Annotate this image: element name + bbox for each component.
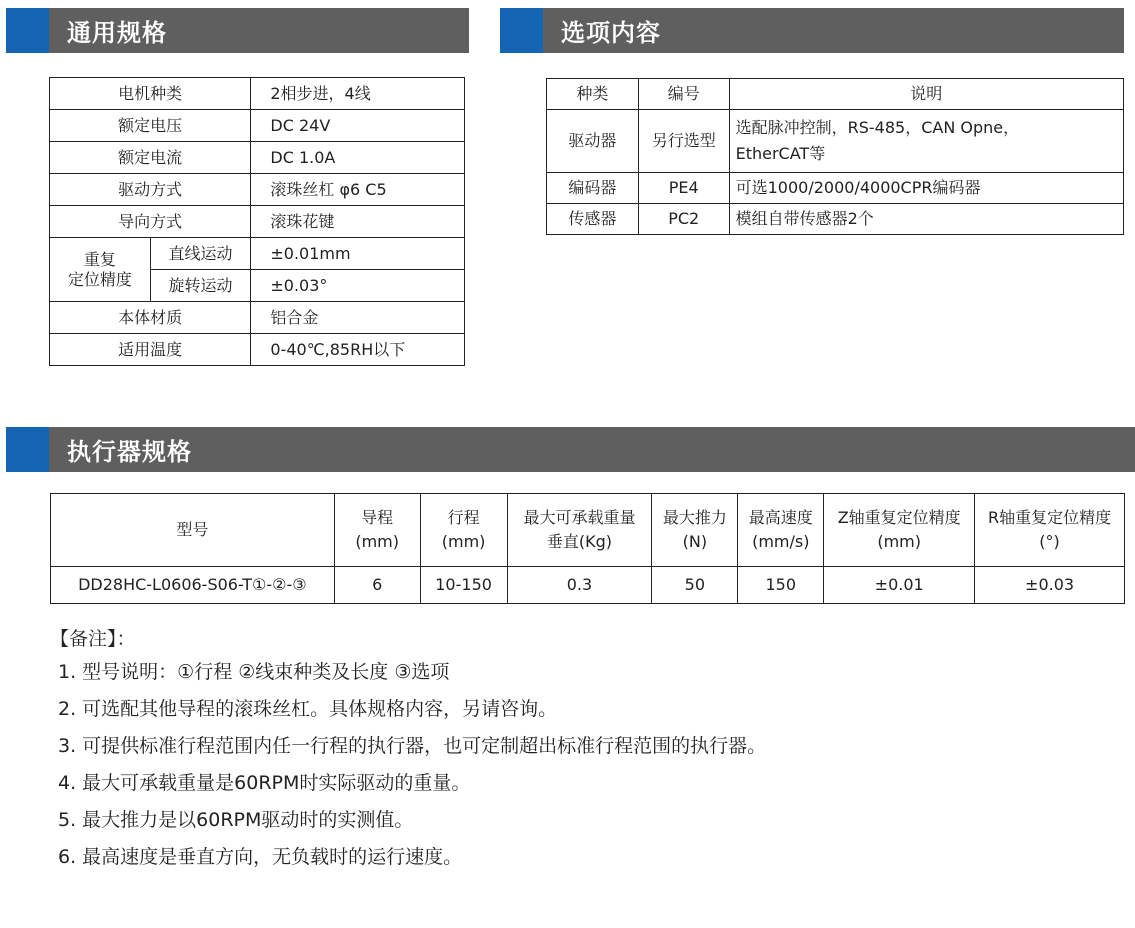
repeat-group-line1: 重复 bbox=[83, 249, 116, 269]
table-row bbox=[50, 174, 465, 206]
max-thrust-value: 50 bbox=[652, 567, 738, 604]
linear-motion-label: 直线运动 bbox=[150, 238, 251, 270]
header-line1: Z轴重复定位精度 bbox=[837, 508, 961, 527]
spec-key: 适用温度 bbox=[50, 334, 251, 366]
linear-motion-value: ±0.01mm bbox=[251, 238, 465, 270]
table-header-row bbox=[51, 494, 1125, 567]
z-repeatability-value: ±0.01 bbox=[824, 567, 975, 604]
column-header bbox=[738, 494, 824, 567]
table-row bbox=[51, 567, 1125, 604]
column-header bbox=[975, 494, 1125, 567]
option-desc bbox=[729, 110, 1123, 173]
general-spec-header bbox=[6, 8, 469, 53]
header-line2: 垂直(Kg) bbox=[546, 532, 613, 551]
header-line1: 最大可承载重量 bbox=[523, 508, 636, 527]
option-kind: 编码器 bbox=[547, 173, 639, 204]
option-code: 另行选型 bbox=[638, 110, 729, 173]
options-title: 选项内容 bbox=[561, 19, 661, 47]
spec-value: DC 24V bbox=[251, 110, 465, 142]
spec-key: 额定电流 bbox=[50, 142, 251, 174]
actuator-title: 执行器规格 bbox=[67, 438, 192, 466]
header-line2: (mm/s) bbox=[752, 532, 810, 551]
option-desc-line1: 选配脉冲控制，RS-485，CAN Opne， bbox=[735, 118, 1020, 137]
spec-value: DC 1.0A bbox=[251, 142, 465, 174]
table-row bbox=[50, 238, 465, 270]
table-row bbox=[50, 142, 465, 174]
header-accent-bar bbox=[6, 8, 49, 53]
option-kind: 驱动器 bbox=[547, 110, 639, 173]
actuator-spec-table bbox=[50, 493, 1125, 604]
option-code: PC2 bbox=[638, 204, 729, 235]
notes-section bbox=[50, 624, 766, 876]
table-row bbox=[50, 334, 465, 366]
column-header bbox=[652, 494, 738, 567]
header-line1: 行程 bbox=[447, 508, 480, 527]
note-item: 6. 最高速度是垂直方向，无负载时的运行速度。 bbox=[58, 846, 463, 868]
rotary-motion-label: 旋转运动 bbox=[150, 270, 251, 302]
general-spec-table bbox=[49, 77, 465, 366]
table-row bbox=[50, 110, 465, 142]
column-header bbox=[824, 494, 975, 567]
header-line2: (N) bbox=[682, 532, 708, 551]
general-spec-title: 通用规格 bbox=[67, 19, 167, 47]
header-accent-bar bbox=[500, 8, 543, 53]
header-accent-bar bbox=[6, 427, 49, 472]
table-row bbox=[50, 206, 465, 238]
actuator-header bbox=[6, 427, 1135, 472]
header-line1: 型号 bbox=[176, 520, 209, 539]
max-load-value: 0.3 bbox=[507, 567, 652, 604]
max-speed-value: 150 bbox=[738, 567, 824, 604]
options-table bbox=[546, 78, 1124, 235]
header-line1: 最大推力 bbox=[662, 508, 727, 527]
stroke-value: 10-150 bbox=[420, 567, 507, 604]
model-number: DD28HC-L0606-S06-T①-②-③ bbox=[51, 567, 335, 604]
header-line2: (°) bbox=[1039, 532, 1060, 551]
note-item: 4. 最大可承载重量是60RPM时实际驱动的重量。 bbox=[58, 772, 471, 794]
column-header: 编号 bbox=[638, 79, 729, 110]
spec-key: 额定电压 bbox=[50, 110, 251, 142]
column-header bbox=[420, 494, 507, 567]
option-code: PE4 bbox=[638, 173, 729, 204]
note-item: 3. 可提供标准行程范围内任一行程的执行器，也可定制超出标准行程范围的执行器。 bbox=[58, 735, 767, 757]
rotary-motion-value: ±0.03° bbox=[251, 270, 465, 302]
spec-key: 电机种类 bbox=[50, 78, 251, 110]
note-item: 1. 型号说明：①行程 ②线束种类及长度 ③选项 bbox=[58, 661, 450, 683]
column-header bbox=[334, 494, 420, 567]
repeat-group-line2: 定位精度 bbox=[67, 269, 132, 289]
spec-key: 本体材质 bbox=[50, 302, 251, 334]
spec-value: 0-40℃,85RH以下 bbox=[251, 334, 465, 366]
note-item: 5. 最大推力是以60RPM驱动时的实测值。 bbox=[58, 809, 414, 831]
table-header-row bbox=[547, 79, 1124, 110]
spec-value: 滚珠花键 bbox=[251, 206, 465, 238]
header-line1: 最高速度 bbox=[748, 508, 813, 527]
column-header bbox=[507, 494, 652, 567]
table-row bbox=[50, 78, 465, 110]
table-row bbox=[50, 302, 465, 334]
option-desc: 模组自带传感器2个 bbox=[729, 204, 1123, 235]
spec-value: 铝合金 bbox=[251, 302, 465, 334]
header-line2: (mm) bbox=[877, 532, 921, 551]
column-header: 种类 bbox=[547, 79, 639, 110]
option-desc: 可选1000/2000/4000CPR编码器 bbox=[729, 173, 1123, 204]
option-kind: 传感器 bbox=[547, 204, 639, 235]
header-line2: (mm) bbox=[441, 532, 486, 551]
note-item: 2. 可选配其他导程的滚珠丝杠。具体规格内容，另请咨询。 bbox=[58, 698, 558, 720]
table-row bbox=[547, 173, 1124, 204]
spec-key: 导向方式 bbox=[50, 206, 251, 238]
r-repeatability-value: ±0.03 bbox=[975, 567, 1125, 604]
option-desc-line2: EtherCAT等 bbox=[735, 144, 826, 163]
table-row bbox=[547, 110, 1124, 173]
column-header: 说明 bbox=[729, 79, 1123, 110]
spec-value: 2相步进，4线 bbox=[251, 78, 465, 110]
spec-value: 滚珠丝杠 φ6 C5 bbox=[251, 174, 465, 206]
header-line1: R轴重复定位精度 bbox=[987, 508, 1112, 527]
column-header bbox=[51, 494, 335, 567]
lead-value: 6 bbox=[334, 567, 420, 604]
header-line1: 导程 bbox=[361, 508, 394, 527]
repeat-accuracy-group bbox=[50, 238, 151, 302]
spec-key: 驱动方式 bbox=[50, 174, 251, 206]
table-row bbox=[547, 204, 1124, 235]
options-header bbox=[500, 8, 1124, 53]
notes-heading: 【备注】： bbox=[50, 628, 136, 650]
header-line2: (mm) bbox=[355, 532, 399, 551]
